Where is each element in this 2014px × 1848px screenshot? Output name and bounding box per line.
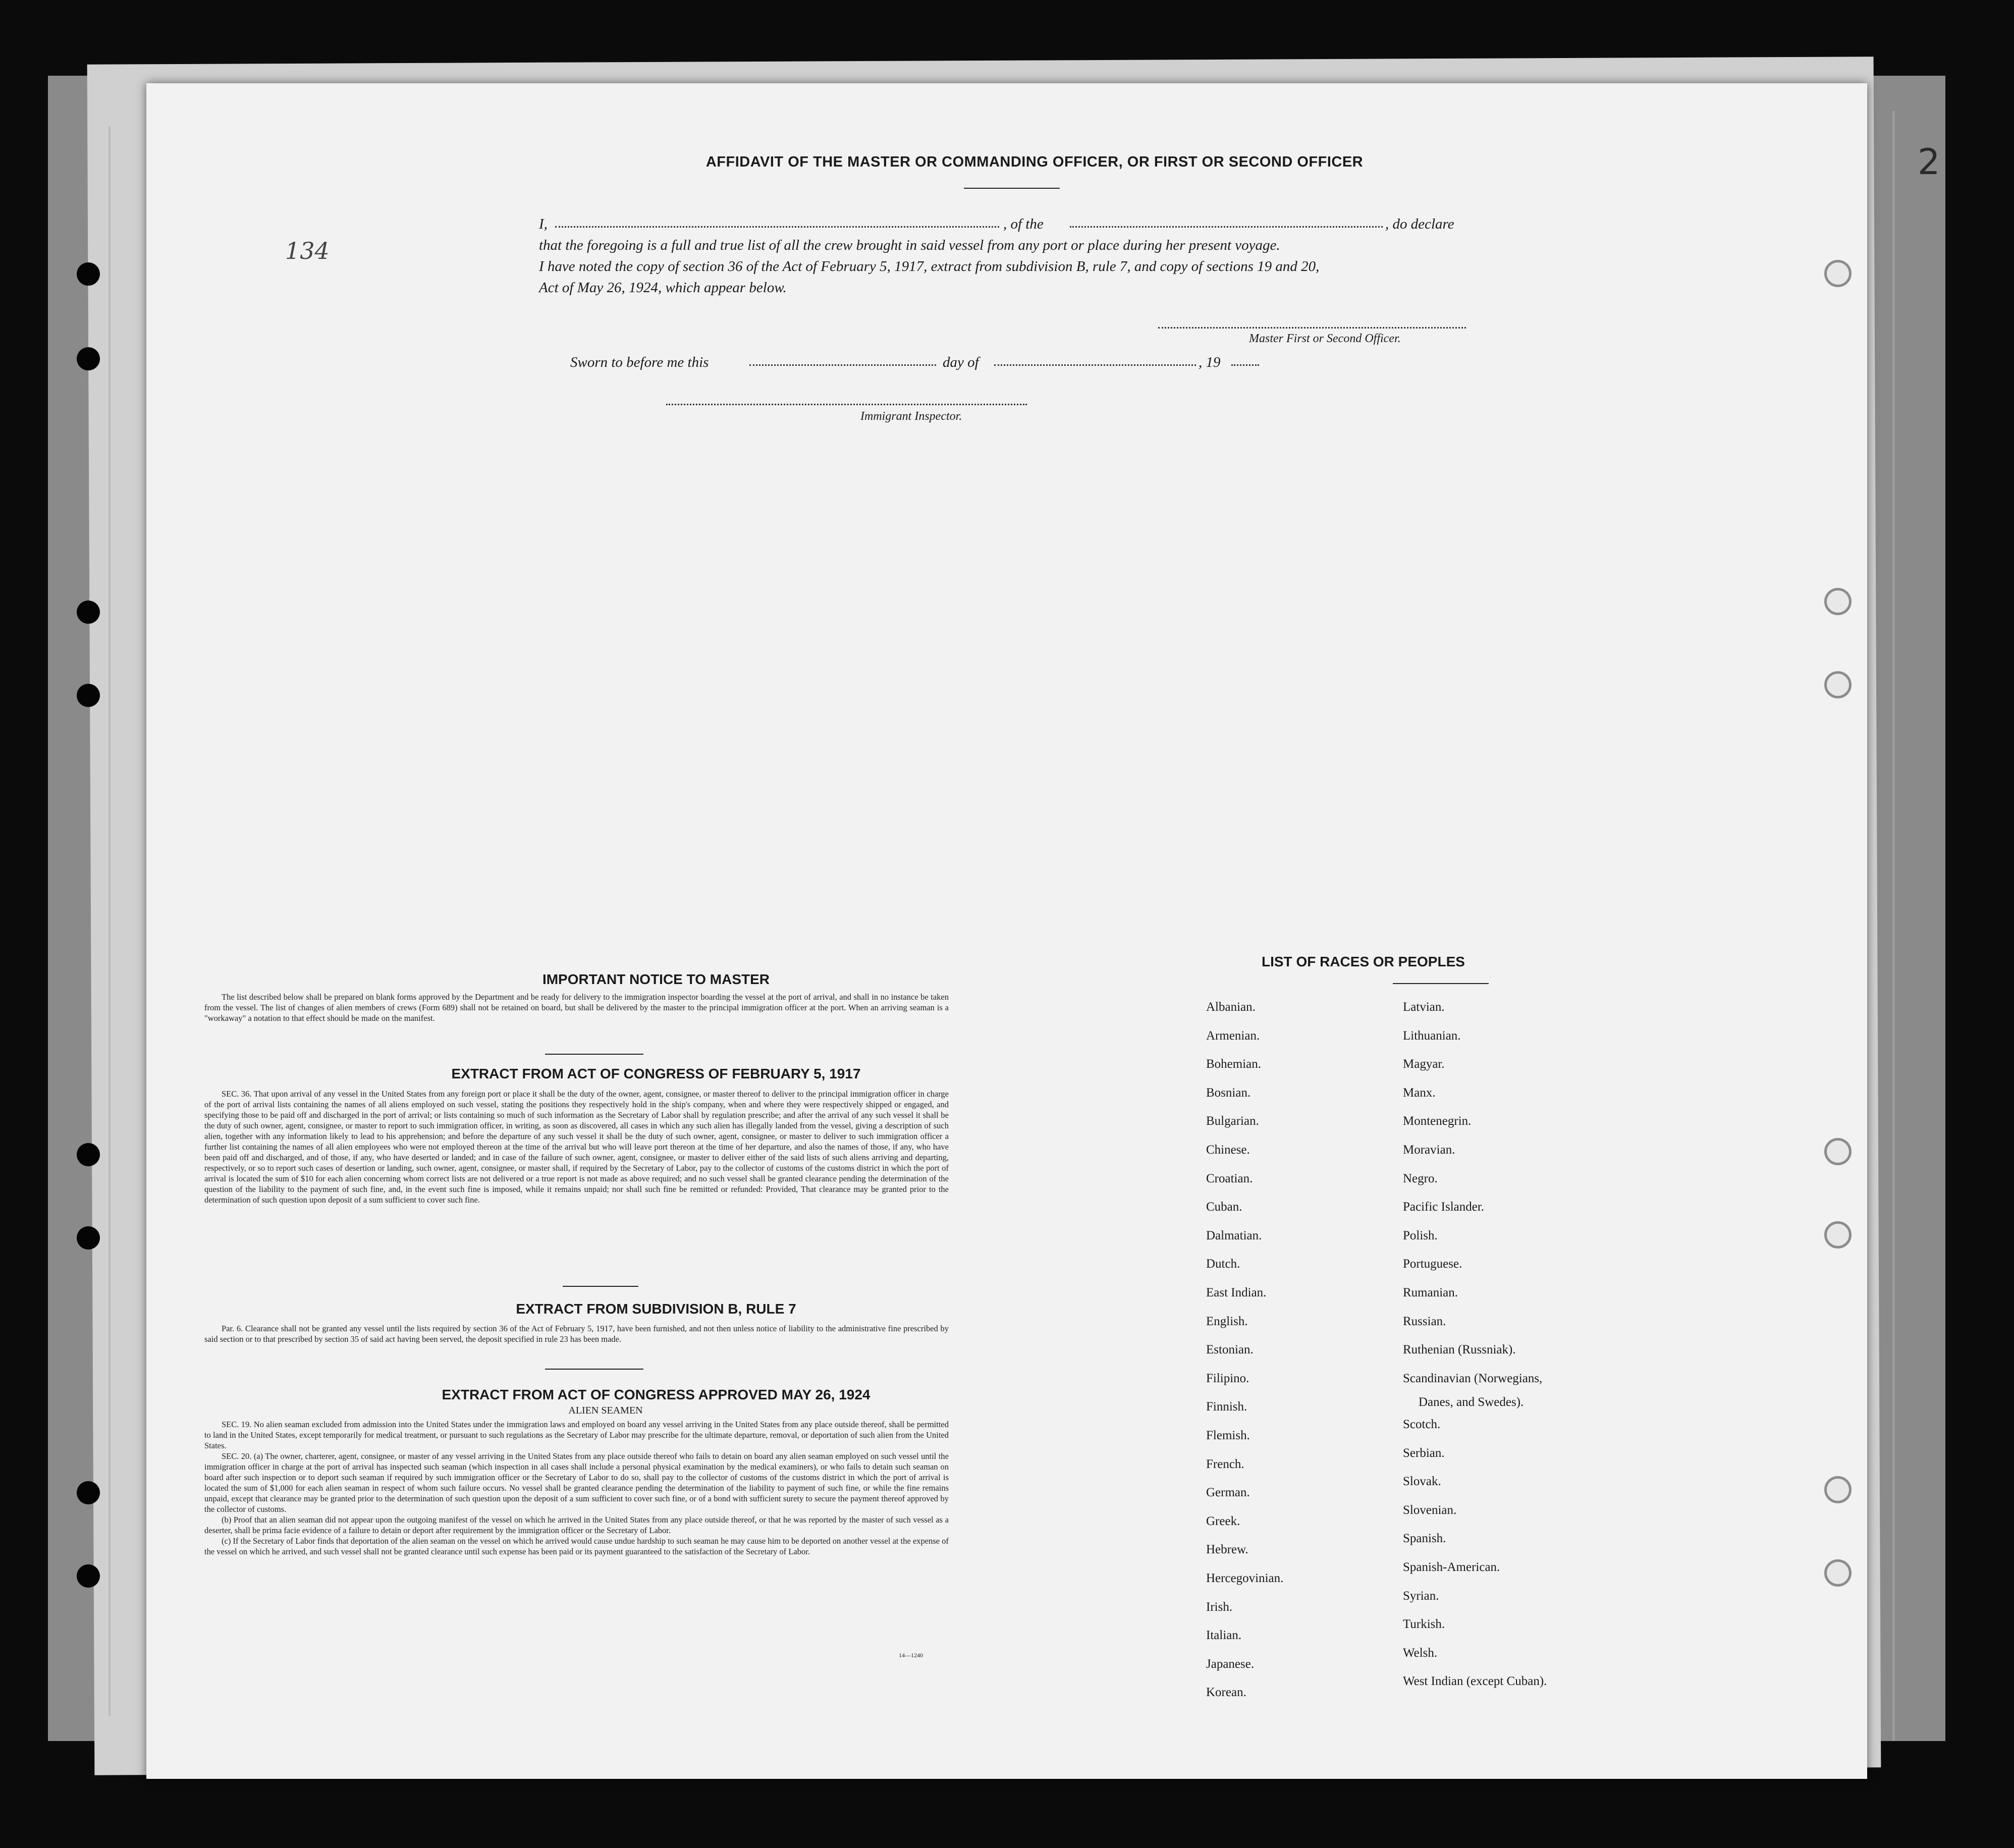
sworn-year-blank[interactable] [1231, 364, 1259, 366]
race-item: Latvian. [1403, 1000, 1445, 1014]
binder-ring [1824, 1221, 1852, 1248]
sworn-month-blank[interactable] [994, 364, 1196, 366]
race-item: Bohemian. [1206, 1057, 1262, 1071]
race-item: West Indian (except Cuban). [1403, 1674, 1547, 1689]
extract-rule7-text: Par. 6. Clearance shall not be granted any vessel until the lists required by section 36 of the Act of February 5, 1917, have been furnished, and not then unless notice of liability to the administrative fine prescribed by said section or to that prescribed by section 35 of said act having been served, the deposit specified in rule 23 has been made. [204, 1324, 949, 1344]
race-item: Serbian. [1403, 1446, 1445, 1460]
page-edge [108, 126, 111, 1716]
extract-1917-text: SEC. 36. That upon arrival of any vessel in the United States from any foreign port or place it shall be the duty of the owner, agent, consignee, or master thereof to deliver to the principal immigration officer in charge of the port of arrival lists containing the names of all aliens employed on such vessel, stating the positions they respectively hold in the ship's company, when and where they were respectively shipped or engaged, and specifying those to be paid off and discharged in the port of arrival; or lists containing so much of such information as the Secretary of Labor shall by regulation prescribe; and after the arrival of any such vessel it shall be the duty of such owner, agent, consignee, or master to report to such immigration officer, in writing, as soon as discovered, all cases in which any such alien has illegally landed from the vessel, giving a description of such alien, together with any information likely to lead to his apprehension; and before the departure of any such vessel it shall be the duty of such owner, agent, consignee, or master to deliver to such immigration officer a further list containing the names of all alien employees who were not employed thereon at the time of the arrival but who will leave port thereon at the time of her departure, and also the names of those, if any, who have been paid off and discharged, and of those, if any, who have deserted or landed; and in case of the failure of such owner, agent, consignee, or master to deliver either of the said lists of such aliens arriving and departing, respectively, or so to report such cases of desertion or landing, such owner, agent, consignee, or master shall, if required by the Secretary of Labor, pay to the collector of customs of the customs district in which the port of arrival is located the sum of $10 for each alien concerning whom correct lists are not delivered or a true report is not made as above required; and no such vessel shall be granted clearance pending the determination of the question of the liability to the payment of such fine, and, in the event such fine is imposed, while it remains unpaid; nor shall such fine be remitted or refunded: Provided, That clearance may be granted prior to the determination of such question upon deposit of a sum sufficient to cover such fine. [204, 1089, 949, 1205]
affidavit-line3: I have noted the copy of section 36 of the Act of February 5, 1917, extract from subdivision B, rule 7, and copy of sections 19 and 20, [539, 258, 1320, 275]
binder-ring [1824, 671, 1852, 698]
binder-ring [1824, 1138, 1852, 1165]
race-item: Montenegrin. [1403, 1114, 1472, 1128]
name-blank[interactable] [555, 226, 999, 228]
affidavit-of-the: , of the [1003, 216, 1044, 232]
race-item: Flemish. [1206, 1429, 1250, 1442]
punch-hole [77, 1143, 100, 1166]
alien-seamen-subtitle: ALIEN SEAMEN [568, 1405, 643, 1416]
divider [1393, 983, 1489, 984]
race-item: Dutch. [1206, 1257, 1240, 1271]
race-item: Dalmatian. [1206, 1228, 1262, 1242]
binder-ring [1824, 1559, 1852, 1587]
punch-hole [77, 262, 100, 286]
race-item: Pacific Islander. [1403, 1200, 1485, 1214]
race-item: Armenian. [1206, 1028, 1260, 1043]
race-item: Lithuanian. [1403, 1028, 1461, 1043]
sworn-date-blank[interactable] [749, 364, 936, 366]
race-item: Filipino. [1206, 1371, 1249, 1385]
page-edge [1892, 111, 1895, 1741]
race-item: East Indian. [1206, 1286, 1267, 1299]
race-item: Russian. [1403, 1314, 1446, 1328]
inspector-label: Immigrant Inspector. [860, 410, 962, 423]
race-item: Ruthenian (Russniak). [1403, 1343, 1516, 1357]
race-item: Korean. [1206, 1686, 1246, 1700]
punch-hole [77, 1481, 100, 1504]
race-item: Danes, and Swedes). [1419, 1395, 1524, 1409]
race-item: Manx. [1403, 1085, 1436, 1100]
race-item: Hercegovinian. [1206, 1571, 1284, 1585]
race-item: Croatian. [1206, 1171, 1253, 1185]
extract-rule7-title: EXTRACT FROM SUBDIVISION B, RULE 7 [516, 1301, 796, 1317]
extract-1917-title: EXTRACT FROM ACT OF CONGRESS OF FEBRUARY 5, 1917 [451, 1066, 861, 1081]
extract-1924-title: EXTRACT FROM ACT OF CONGRESS APPROVED MAY 26, 1924 [442, 1387, 870, 1402]
race-item: Finnish. [1206, 1400, 1247, 1414]
race-item: Negro. [1403, 1171, 1438, 1185]
race-item: Japanese. [1206, 1657, 1255, 1671]
punch-hole [77, 347, 100, 370]
notice-title: IMPORTANT NOTICE TO MASTER [542, 971, 770, 987]
race-item: English. [1206, 1314, 1248, 1328]
race-item: Albanian. [1206, 1000, 1256, 1014]
extract-1924-text: SEC. 19. No alien seaman excluded from admission into the United States under the immigration laws and employed on board any vessel arriving in the United States from any place outside thereof, shall be permitted to land in the United States, except temporarily for medical treatment, or pursuant to such regulations as the Secretary of Labor may prescribe for the ultimate departure, removal, or deportation of such alien from the United States. SEC. 20. (a) The owner, charterer, agent, consignee, or master of any vessel arriving in the United States from any place outside thereof who fails to detain on board any alien seaman employed on such vessel until the immigration officer in charge at the port of arrival has inspected such seaman (which inspection in all cases shall include a personal physical examination by the medical examiners), or who fails to detain such seaman on board after such inspection or to deport such seaman if required by such immigration officer or the Secretary of Labor to do so, shall pay to the collector of customs of the customs district in which the port of arrival is located the sum of $1,000 for each alien seaman in respect of whom such failure occurs. No vessel shall be granted clearance pending the determination of the liability to payment of such fine, or while the fine remains unpaid, except that clearance may be granted prior to the determination of such question upon the deposit of a sum sufficient to cover such fine, or of a bond with sufficient surety to secure the payment thereof approved by the collector of customs. (b) Proof that an alien seaman did not appear upon the outgoing manifest of the vessel on which he arrived in the United States from any place outside thereof, or that he was reported by the master of such vessel as a deserter, shall be prima facie evidence of a failure to detain or deport after requirement by the immigration officer or the Secretary of Labor. (c) If the Secretary of Labor finds that deportation of the alien seaman on the vessel on which he arrived would cause undue hardship to such seaman he may cause him to be deported on another vessel at the expense of the vessel on which he arrived, and such vessel shall not be granted clearance until such expense has been paid or its payment guaranteed to the satisfaction of the Secretary of Labor. [204, 1420, 949, 1556]
race-item: Syrian. [1403, 1589, 1439, 1603]
sworn-day-of: day of [943, 354, 979, 370]
race-item: Chinese. [1206, 1143, 1250, 1157]
master-signature-line[interactable] [1158, 327, 1466, 329]
inspector-signature-line[interactable] [666, 404, 1027, 405]
vessel-blank[interactable] [1070, 226, 1383, 228]
master-label: Master First or Second Officer. [1249, 332, 1401, 345]
binder-ring [1824, 260, 1852, 287]
race-item: German. [1206, 1486, 1250, 1500]
binder-ring [1824, 588, 1852, 615]
race-item: Estonian. [1206, 1343, 1254, 1357]
races-title: LIST OF RACES OR PEOPLES [1262, 954, 1465, 969]
race-item: Welsh. [1403, 1646, 1438, 1660]
race-item: French. [1206, 1457, 1244, 1471]
punch-hole [77, 601, 100, 624]
affidavit-i: I, [539, 216, 548, 232]
divider [563, 1286, 638, 1287]
race-item: Bosnian. [1206, 1085, 1251, 1100]
race-item: Magyar. [1403, 1057, 1445, 1071]
sworn-prefix: Sworn to before me this [570, 354, 709, 370]
race-item: Spanish-American. [1403, 1560, 1500, 1574]
divider [964, 188, 1060, 189]
divider [545, 1369, 643, 1370]
race-item: Cuban. [1206, 1200, 1242, 1214]
divider [545, 1054, 643, 1055]
race-item: Polish. [1403, 1228, 1438, 1242]
race-item: Turkish. [1403, 1617, 1445, 1632]
race-item: Scandinavian (Norwegians, [1403, 1371, 1543, 1385]
race-item: Portuguese. [1403, 1257, 1462, 1271]
race-item: Slovak. [1403, 1475, 1441, 1489]
race-item: Irish. [1206, 1600, 1233, 1614]
form-number: 14—1240 [899, 1652, 923, 1659]
race-item: Rumanian. [1403, 1286, 1458, 1299]
affidavit-declare: , do declare [1385, 216, 1454, 232]
race-item: Hebrew. [1206, 1543, 1248, 1557]
punch-hole [77, 684, 100, 707]
race-item: Greek. [1206, 1514, 1240, 1528]
race-item: Bulgarian. [1206, 1114, 1259, 1128]
punch-hole [77, 1226, 100, 1249]
sworn-year: , 19 [1199, 354, 1221, 370]
binder-ring [1824, 1476, 1852, 1503]
notice-text: The list described below shall be prepared on blank forms approved by the Department and be ready for delivery to the immigration inspector boarding the vessel at the port of arrival, and shall in no instance be taken from the vessel. The list of changes of alien members of crews (Form 689) shall not be retained on board, but shall be delivered by the master to the principal immigration officer at the port. When an arriving seaman is a "workaway" a notation to that effect should be made on the manifest. [204, 992, 949, 1023]
handwritten-margin-number: 134 [285, 237, 330, 264]
punch-hole [77, 1564, 100, 1588]
race-item: Italian. [1206, 1628, 1242, 1643]
race-item: Moravian. [1403, 1143, 1455, 1157]
affidavit-line4: Act of May 26, 1924, which appear below. [539, 280, 787, 296]
handwritten-page-number: 2 [1918, 141, 1940, 183]
affidavit-title: AFFIDAVIT OF THE MASTER OR COMMANDING OFFICER, OR FIRST OR SECOND OFFICER [705, 154, 1364, 170]
race-item: Slovenian. [1403, 1503, 1457, 1517]
affidavit-line2: that the foregoing is a full and true list of all the crew brought in said vessel from any port or place during her present voyage. [539, 237, 1280, 253]
race-item: Spanish. [1403, 1532, 1446, 1546]
race-item: Scotch. [1403, 1418, 1441, 1431]
